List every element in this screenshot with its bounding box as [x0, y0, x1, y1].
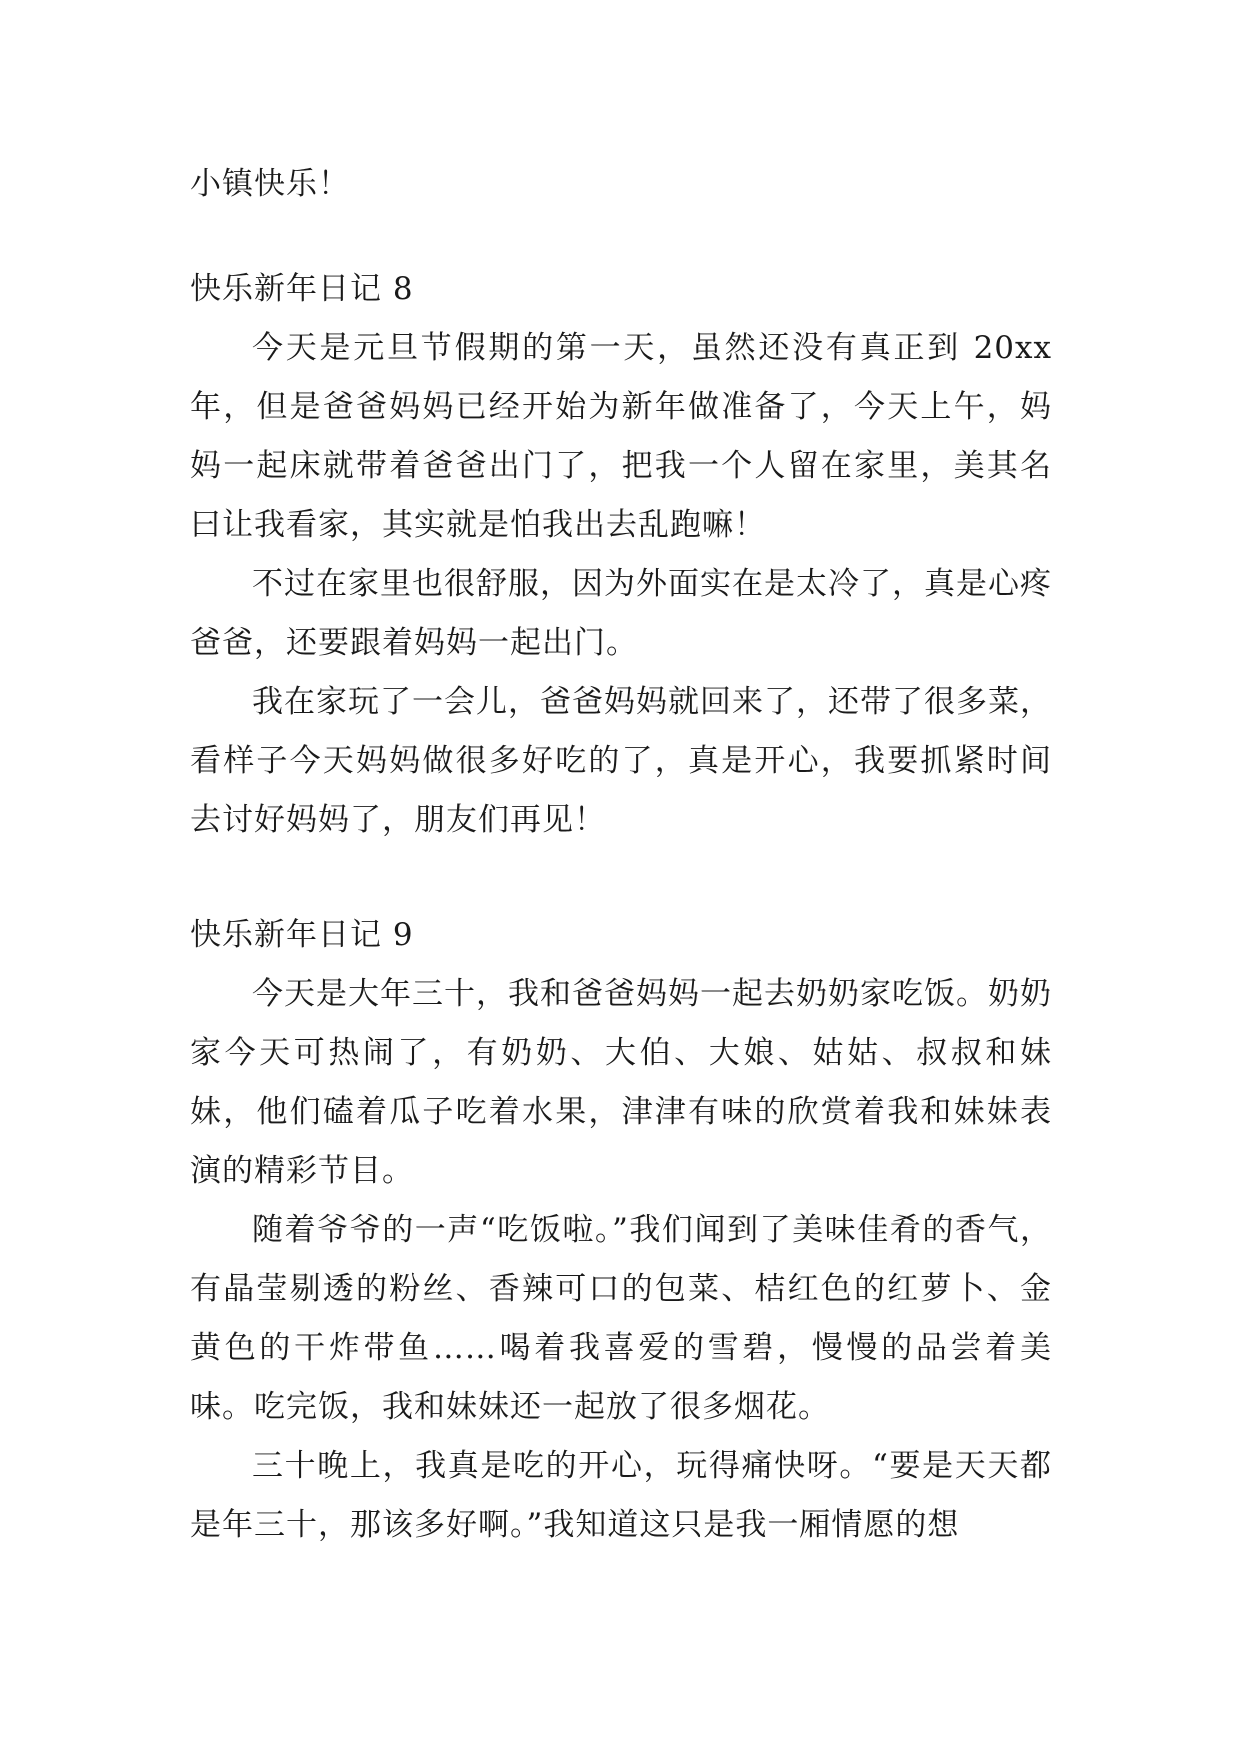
section-title-8: 快乐新年日记 8 [190, 271, 414, 307]
paragraph: 随着爷爷的一声“吃饭啦。”我们闻到了美味佳肴的香气，有晶莹剔透的粉丝、香辣可口的包菜、桔红色的红萝卜、金黄色的干炸带鱼……喝着我喜爱的雪碧，慢慢的品尝着美味。吃完饭，我和妹妹还一起放了很多烟花。 [190, 1212, 1052, 1425]
paragraph: 三十晚上，我真是吃的开心，玩得痛快呀。“要是天天都是年三十，那该多好啊。”我知道这只是我一厢情愿的想 [190, 1448, 1052, 1543]
paragraph: 今天是大年三十，我和爸爸妈妈一起去奶奶家吃饭。奶奶家今天可热闹了，有奶奶、大伯、大娘、姑姑、叔叔和妹妹，他们磕着瓜子吃着水果，津津有味的欣赏着我和妹妹表演的精彩节目。 [190, 976, 1052, 1189]
opening-line: 小镇快乐！ [190, 166, 350, 202]
paragraph: 我在家玩了一会儿，爸爸妈妈就回来了，还带了很多菜，看样子今天妈妈做很多好吃的了，真是开心，我要抓紧时间去讨好妈妈了，朋友们再见！ [190, 684, 1052, 838]
paragraph: 今天是元旦节假期的第一天，虽然还没有真正到 20xx 年，但是爸爸妈妈已经开始为新年做准备了，今天上午，妈妈一起床就带着爸爸出门了，把我一个人留在家里，美其名曰让我看家，其实就是怕我出去乱跑嘛！ [190, 330, 1052, 543]
section-title-9: 快乐新年日记 9 [190, 917, 414, 953]
document-body [190, 155, 1052, 1555]
paragraph: 不过在家里也很舒服，因为外面实在是太冷了，真是心疼爸爸，还要跟着妈妈一起出门。 [190, 566, 1052, 661]
